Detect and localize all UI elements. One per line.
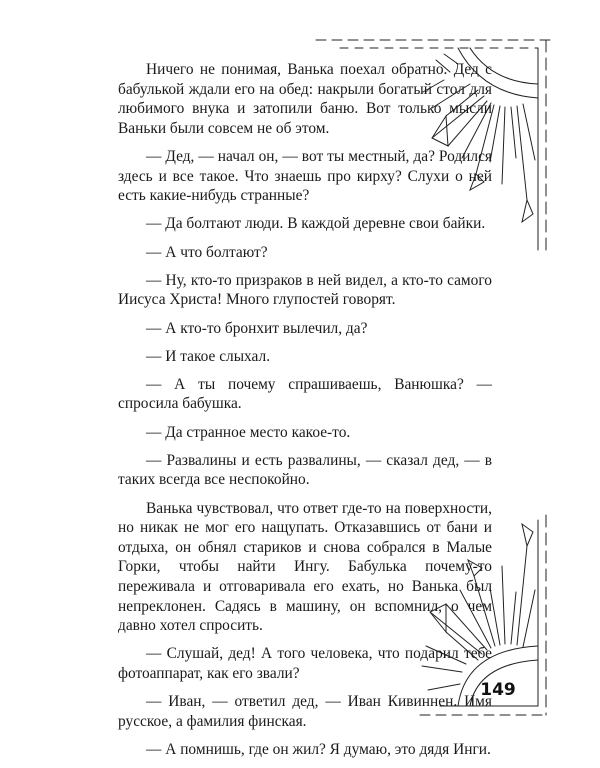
paragraph: Ванька чувствовал, что ответ где-то на поверхности, но никак не мог его нащупать. Отказавшись от бани и отдыха, он обнял стариков и снова собрался в Малые Горки, чтобы найти Ингу. Бабулька почему-то переживала и отговаривала его ехать, но Ванька был непреклонен. Садясь в машину, он вспомнил, о чем давно хотел спросить. <box>118 499 492 635</box>
paragraph: — А кто-то бронхит вылечил, да? <box>146 319 368 337</box>
paragraph: — Иван, — ответил дед, — Иван Кивиннен. Имя русское, а фамилия финская. <box>118 693 492 730</box>
body-text <box>118 60 492 768</box>
paragraph: — Ну, кто-то призраков в ней видел, а кто-то самого Иисуса Христа! Много глупостей говорят. <box>118 271 492 309</box>
paragraph: — Развалины и есть развалины, — сказал дед, — в таких всегда все неспокойно. <box>118 451 492 489</box>
page-number: 149 <box>480 680 516 700</box>
paragraph: — Да болтают люди. В каждой деревне свои байки. <box>146 215 486 233</box>
paragraph: — Да странное место какое-то. <box>146 423 351 441</box>
paragraph: — Дед, — начал он, — вот ты местный, да? Родился здесь и все такое. Что знаешь про кирху? Слухи о ней есть какие-нибудь странные? <box>118 147 492 205</box>
paragraph: — А помнишь, где он жил? Я думаю, это дядя Инги. <box>146 740 491 758</box>
paragraph: — А ты почему спрашиваешь, Ванюшка? — спросила бабушка. <box>118 375 492 413</box>
paragraph: Ничего не понимая, Ванька поехал обратно. Дед с бабулькой ждали его на обед: накрыли богатый стол для любимого внука и затопили баню. Вот только мысли Ваньки были совсем не об этом. <box>118 61 492 137</box>
paragraph: — А что болтают? <box>146 243 268 261</box>
paragraph: — Слушай, дед! А того человека, что подарил тебе фотоаппарат, как его звали? <box>118 645 492 682</box>
paragraph: — И такое слыхал. <box>146 347 271 365</box>
